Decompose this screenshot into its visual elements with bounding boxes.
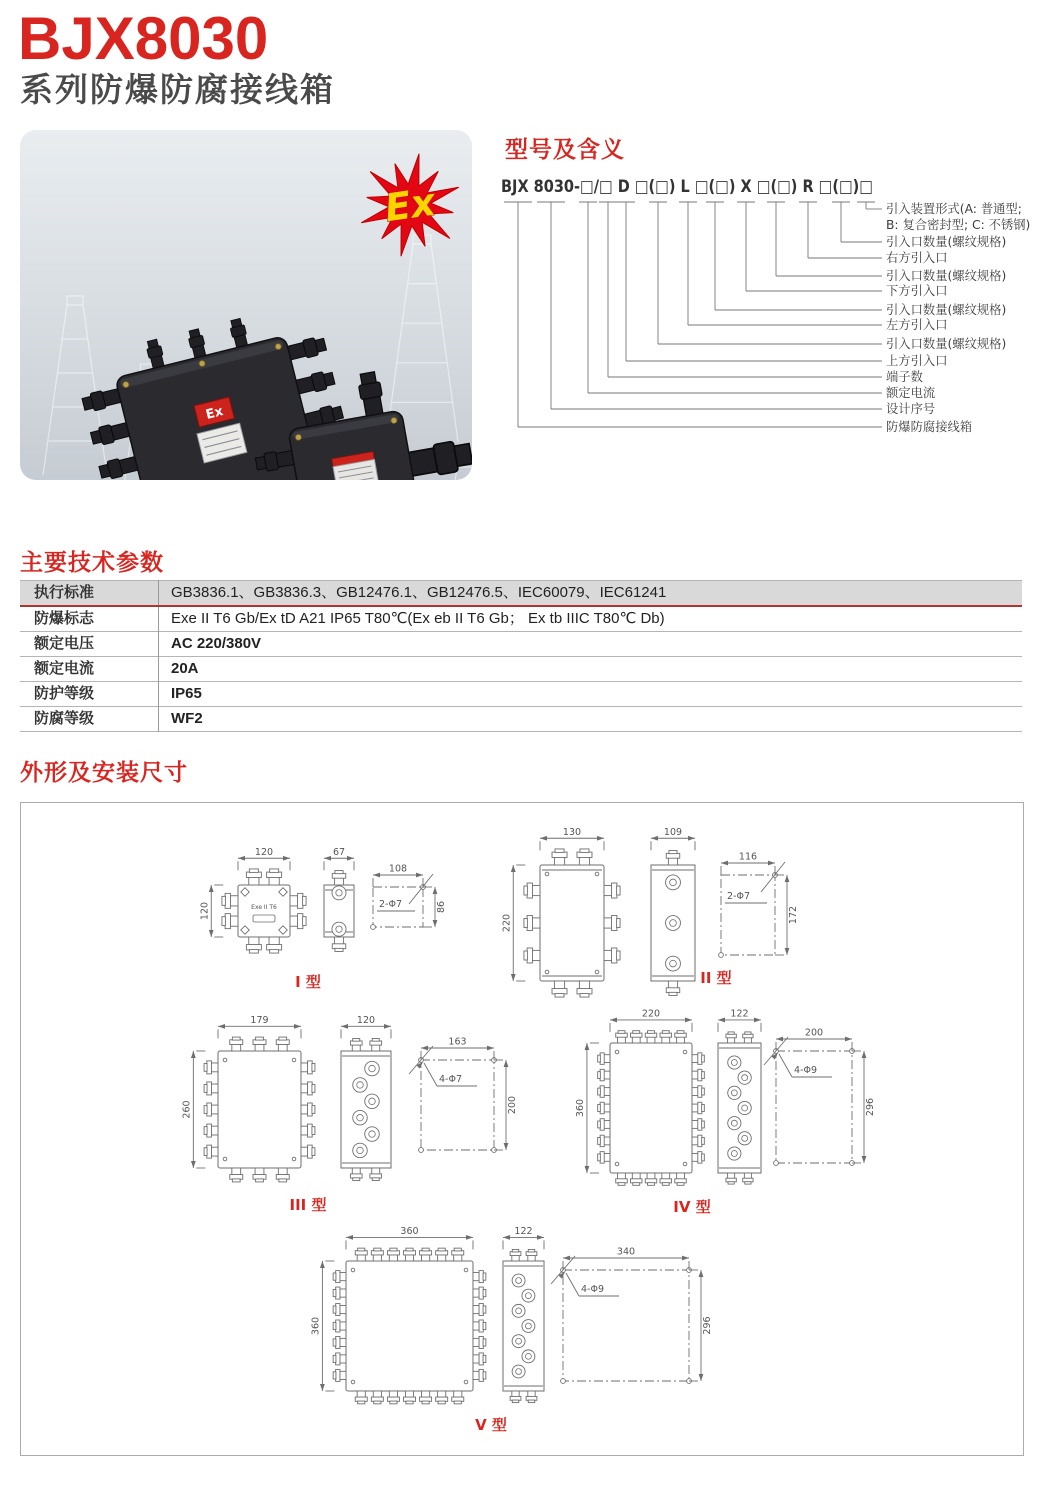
- dim-arrow: [421, 1046, 428, 1051]
- cable-gland: [246, 937, 261, 953]
- dim-label: 2-Φ7: [727, 891, 750, 902]
- cable-gland: [301, 1103, 315, 1116]
- cable-gland: [420, 1248, 432, 1261]
- cable-gland: [692, 1053, 704, 1065]
- param-label: 防爆标志: [20, 606, 159, 632]
- cable-gland: [726, 1173, 736, 1184]
- dim-arrow: [504, 1143, 509, 1150]
- cable-gland: [630, 1031, 642, 1043]
- gland-hole: [353, 1110, 367, 1124]
- cable-gland: [332, 937, 346, 951]
- gland-hole: [728, 1147, 741, 1160]
- cable-gland: [675, 1031, 687, 1043]
- param-label: 额定电流: [20, 657, 159, 682]
- dim-arrow: [785, 875, 790, 882]
- dim-label: 120: [254, 846, 274, 858]
- dim-arrow: [324, 856, 331, 861]
- cable-gland: [604, 883, 620, 898]
- mount-hole: [719, 953, 724, 958]
- dim-arrow: [585, 1166, 590, 1173]
- mount-hole: [774, 1161, 779, 1166]
- gland-hole: [365, 1127, 379, 1141]
- cable-gland: [692, 1119, 704, 1131]
- cable-gland: [230, 1168, 243, 1182]
- dim-arrow: [721, 861, 728, 866]
- dim-arrow: [785, 948, 790, 955]
- gland-hole: [512, 1335, 525, 1348]
- ex-badge-text: Ex: [381, 179, 439, 231]
- dims-section-heading: 外形及安装尺寸: [20, 759, 188, 785]
- cable-gland: [510, 1391, 521, 1403]
- cable-gland: [598, 1069, 610, 1081]
- cable-gland: [473, 1336, 486, 1348]
- cable-gland: [604, 948, 620, 963]
- cable-gland: [452, 1391, 464, 1404]
- param-value: Exe II T6 Gb/Ex tD A21 IP65 T80℃(Ex eb II T6 Gb； Ex tb IIIC T80℃ Db): [171, 610, 665, 627]
- cable-gland: [510, 1249, 521, 1261]
- dim-arrow: [776, 1037, 783, 1042]
- cable-gland: [692, 1086, 704, 1098]
- dim-label: 130: [562, 826, 582, 838]
- dim-arrow: [862, 1051, 867, 1058]
- cable-gland: [301, 1124, 315, 1137]
- dim-arrow: [651, 836, 658, 841]
- gland-hole: [365, 1094, 379, 1108]
- dim-label: 108: [388, 863, 408, 875]
- gland-hole: [332, 922, 346, 936]
- param-label: 防护等级: [20, 682, 159, 707]
- dim-label: 172: [788, 905, 799, 925]
- cable-gland: [333, 1287, 346, 1299]
- dim-label: 2-Φ7: [379, 899, 402, 910]
- cable-gland: [420, 1391, 432, 1404]
- cable-gland: [692, 1102, 704, 1114]
- dim-arrow: [537, 1235, 544, 1240]
- ex-plate-label: Ex: [204, 404, 225, 423]
- cable-gland: [290, 893, 306, 908]
- type-label: IV 型: [673, 1198, 711, 1216]
- cable-gland: [692, 1069, 704, 1081]
- gland-hole: [666, 916, 681, 931]
- dim-label: 296: [702, 1316, 713, 1335]
- dim-label: 122: [730, 1008, 749, 1020]
- gland-hole: [666, 956, 681, 971]
- type-drawing: [501, 827, 799, 997]
- cable-gland: [552, 981, 567, 997]
- cable-gland: [660, 1173, 672, 1185]
- param-row: [20, 581, 1022, 607]
- cable-gland: [332, 871, 346, 885]
- cable-gland: [333, 1271, 346, 1283]
- cable-gland: [222, 914, 238, 929]
- gland-hole: [365, 1061, 379, 1075]
- cable-gland: [473, 1271, 486, 1283]
- cable-gland: [276, 1168, 289, 1182]
- cable-gland: [222, 893, 238, 908]
- cable-gland: [267, 869, 282, 885]
- front-view: [610, 1043, 692, 1173]
- cable-gland: [524, 916, 540, 931]
- dim-arrow: [685, 1018, 692, 1023]
- dim-arrow: [347, 856, 354, 861]
- dim-label: Exe II T6: [251, 904, 277, 911]
- cable-gland: [333, 1336, 346, 1348]
- gland-hole: [353, 1078, 367, 1092]
- cable-gland: [473, 1369, 486, 1381]
- cable-gland: [355, 1391, 367, 1404]
- model-label: 端子数: [886, 370, 923, 384]
- cable-gland: [204, 1061, 218, 1074]
- cable-gland: [350, 1168, 362, 1181]
- cable-gland: [473, 1320, 486, 1332]
- cable-gland: [726, 1032, 736, 1043]
- cable-gland: [350, 1038, 362, 1051]
- dim-arrow: [218, 1024, 225, 1029]
- dim-arrow: [433, 920, 438, 927]
- param-row: [20, 606, 1022, 632]
- dim-arrow: [610, 1018, 617, 1023]
- gland-hole: [512, 1274, 525, 1287]
- cable-gland: [616, 1173, 628, 1185]
- cable-gland: [204, 1103, 218, 1116]
- cable-gland: [598, 1135, 610, 1147]
- dim-label: 163: [448, 1036, 467, 1048]
- gland-hole: [728, 1117, 741, 1130]
- cable-gland: [246, 869, 261, 885]
- page-subtitle: 系列防爆防腐接线箱: [20, 71, 335, 108]
- dim-arrow: [346, 1235, 353, 1240]
- cable-gland: [452, 1248, 464, 1261]
- model-label: 下方引入口: [886, 284, 948, 298]
- cable-gland: [743, 1032, 753, 1043]
- cable-gland: [387, 1248, 399, 1261]
- dim-arrow: [283, 856, 290, 861]
- dim-arrow: [191, 1051, 196, 1058]
- cable-gland: [577, 981, 592, 997]
- gland-hole: [522, 1289, 535, 1302]
- dim-arrow: [238, 856, 245, 861]
- cable-gland: [630, 1173, 642, 1185]
- dim-arrow: [688, 836, 695, 841]
- dim-label: 120: [356, 1014, 376, 1026]
- gland-hole: [738, 1071, 751, 1084]
- dim-label: 67: [332, 846, 346, 858]
- dim-label: 4-Φ9: [581, 1284, 604, 1295]
- gland-hole: [728, 1056, 741, 1069]
- param-value: GB3836.1、GB3836.3、GB12476.1、GB12476.5、IEC60079、IEC61241: [171, 584, 667, 601]
- param-label: 额定电压: [20, 632, 159, 657]
- cable-gland: [526, 1391, 537, 1403]
- dim-arrow: [845, 1037, 852, 1042]
- model-label: 引入装置形式(A: 普通型;: [886, 202, 1022, 216]
- cable-gland: [524, 948, 540, 963]
- gland-hole: [738, 1101, 751, 1114]
- dim-arrow: [540, 836, 547, 841]
- cable-gland: [473, 1287, 486, 1299]
- cable-gland: [301, 1082, 315, 1095]
- cable-gland: [660, 1031, 672, 1043]
- dim-arrow: [768, 861, 775, 866]
- model-label: 引入口数量(螺纹规格): [886, 269, 1007, 283]
- param-row: [20, 632, 1022, 657]
- cable-gland: [666, 981, 680, 995]
- cable-gland: [371, 1248, 383, 1261]
- cable-gland: [267, 937, 282, 953]
- dim-label: 200: [507, 1095, 518, 1115]
- param-value: WF2: [171, 710, 203, 727]
- cable-gland: [598, 1119, 610, 1131]
- dim-label: 360: [310, 1316, 322, 1336]
- dim-arrow: [718, 1018, 725, 1023]
- cable-gland: [333, 1320, 346, 1332]
- dim-label: 120: [199, 901, 211, 921]
- dim-arrow: [373, 873, 380, 878]
- model-label: 左方引入口: [886, 318, 948, 332]
- front-view: [238, 885, 290, 937]
- dim-label: 260: [181, 1100, 193, 1119]
- dim-label: 220: [641, 1008, 661, 1020]
- gland-hole: [522, 1320, 535, 1333]
- param-value: IP65: [171, 685, 202, 702]
- dim-arrow: [563, 1256, 570, 1261]
- gland-hole: [332, 886, 346, 900]
- type-drawing: [181, 1015, 518, 1214]
- model-label: 引入口数量(螺纹规格): [886, 235, 1007, 249]
- cable-gland: [253, 1168, 266, 1182]
- dim-line: [424, 1063, 437, 1086]
- cable-gland: [370, 1038, 382, 1051]
- dim-label: 116: [738, 851, 758, 863]
- cable-gland: [743, 1173, 753, 1184]
- cable-gland: [692, 1152, 704, 1164]
- cable-gland: [598, 1152, 610, 1164]
- dim-arrow: [585, 1043, 590, 1050]
- cable-gland: [526, 1249, 537, 1261]
- model-label-cont: B: 复合密封型; C: 不锈钢): [886, 218, 1031, 232]
- cable-gland: [333, 1369, 346, 1381]
- cable-gland: [675, 1173, 687, 1185]
- cable-gland: [333, 1353, 346, 1365]
- cable-gland: [692, 1135, 704, 1147]
- cable-gland: [436, 1391, 448, 1404]
- dim-arrow: [699, 1270, 704, 1277]
- cable-gland: [253, 1037, 266, 1051]
- dim-arrow: [487, 1046, 494, 1051]
- dim-line: [566, 1273, 579, 1296]
- dim-arrow: [466, 1235, 473, 1240]
- type-label: III 型: [289, 1196, 327, 1214]
- dim-label: 122: [514, 1225, 533, 1237]
- dim-line: [779, 1054, 792, 1077]
- model-label: 引入口数量(螺纹规格): [886, 337, 1007, 351]
- dimension-drawings-canvas: [21, 803, 1023, 1455]
- front-view: [540, 865, 604, 981]
- product-photo: [20, 130, 472, 480]
- type-label: II 型: [700, 969, 732, 987]
- dim-arrow: [416, 873, 423, 878]
- dim-arrow: [503, 1235, 510, 1240]
- cable-gland: [333, 1304, 346, 1316]
- dim-arrow: [191, 1161, 196, 1168]
- cable-gland: [616, 1031, 628, 1043]
- dim-arrow: [209, 885, 214, 892]
- cable-gland: [230, 1037, 243, 1051]
- type-label: I 型: [295, 973, 321, 991]
- cable-gland: [436, 1248, 448, 1261]
- param-label: 执行标准: [20, 581, 159, 607]
- model-section-heading: 型号及含义: [505, 136, 625, 162]
- cable-gland: [301, 1061, 315, 1074]
- param-label: 防腐等级: [20, 707, 159, 732]
- cable-gland: [370, 1168, 382, 1181]
- mount-pattern: [721, 875, 775, 955]
- cable-gland: [645, 1031, 657, 1043]
- cable-gland: [204, 1124, 218, 1137]
- dim-label: 4-Φ9: [794, 1065, 817, 1076]
- cable-gland: [404, 1391, 416, 1404]
- cable-gland: [552, 849, 567, 865]
- dim-label: 220: [501, 913, 513, 933]
- dimension-drawings-box: [20, 802, 1024, 1456]
- dim-label: 4-Φ7: [439, 1074, 462, 1085]
- dim-line: [761, 862, 785, 892]
- model-label: 额定电流: [886, 386, 936, 400]
- type-drawing: [199, 847, 447, 991]
- dim-arrow: [384, 1024, 391, 1029]
- model-label: 上方引入口: [886, 354, 948, 368]
- cable-gland: [666, 851, 680, 865]
- dim-label: 86: [436, 900, 447, 914]
- front-view: [218, 1051, 301, 1168]
- cable-gland: [371, 1391, 383, 1404]
- dim-label: 109: [663, 826, 683, 838]
- model-code-diagram: [498, 166, 1040, 458]
- dim-arrow: [433, 887, 438, 894]
- model-label: 右方引入口: [886, 251, 948, 265]
- cable-gland: [473, 1353, 486, 1365]
- dim-arrow: [341, 1024, 348, 1029]
- cable-gland: [276, 1037, 289, 1051]
- dim-label: 296: [865, 1097, 876, 1117]
- mount-hole: [561, 1379, 566, 1384]
- model-label: 引入口数量(螺纹规格): [886, 303, 1007, 317]
- cable-gland: [387, 1391, 399, 1404]
- model-string: BJX 8030-□/□ D □(□) L □(□) X □(□) R □(□)□: [501, 177, 873, 197]
- cable-gland: [598, 1053, 610, 1065]
- cable-gland: [204, 1145, 218, 1158]
- cable-gland: [204, 1082, 218, 1095]
- cable-gland: [645, 1173, 657, 1185]
- gland-hole: [522, 1350, 535, 1363]
- gland-hole: [728, 1086, 741, 1099]
- dim-line: [409, 874, 433, 904]
- param-row: [20, 657, 1022, 682]
- param-row: [20, 707, 1022, 732]
- model-label: 设计序号: [886, 402, 936, 416]
- dim-arrow: [511, 974, 516, 981]
- gland-hole: [512, 1304, 525, 1317]
- gland-hole: [666, 875, 681, 890]
- params-section-heading: 主要技术参数: [20, 549, 164, 575]
- model-label: 防爆防腐接线箱: [886, 420, 973, 434]
- page-title: BJX8030: [18, 5, 269, 72]
- dim-label: 360: [400, 1225, 419, 1237]
- param-row: [20, 682, 1022, 707]
- dim-arrow: [320, 1261, 325, 1268]
- dim-arrow: [754, 1018, 761, 1023]
- mount-hole: [371, 925, 376, 930]
- param-value: AC 220/380V: [171, 635, 262, 652]
- cable-gland: [355, 1248, 367, 1261]
- param-value: 20A: [171, 660, 199, 677]
- dim-arrow: [682, 1256, 689, 1261]
- dim-arrow: [862, 1156, 867, 1163]
- type-label: V 型: [475, 1416, 507, 1434]
- dim-arrow: [511, 865, 516, 872]
- dim-arrow: [504, 1060, 509, 1067]
- cable-gland: [524, 883, 540, 898]
- cable-gland: [301, 1145, 315, 1158]
- dim-arrow: [294, 1024, 301, 1029]
- gland-hole: [512, 1365, 525, 1378]
- cable-gland: [290, 914, 306, 929]
- product-photo-canvas: [20, 130, 472, 480]
- dim-label: 200: [804, 1027, 824, 1039]
- dim-label: 340: [616, 1246, 636, 1258]
- type-drawing: [575, 1008, 876, 1216]
- dim-label: 179: [250, 1014, 269, 1026]
- cable-gland: [598, 1102, 610, 1114]
- cable-gland: [598, 1086, 610, 1098]
- front-view: [346, 1261, 473, 1391]
- cable-gland: [577, 849, 592, 865]
- gland-hole: [738, 1132, 751, 1145]
- cable-gland: [473, 1304, 486, 1316]
- params-table: [20, 580, 1022, 732]
- dim-arrow: [209, 930, 214, 937]
- cable-gland: [604, 916, 620, 931]
- cable-gland: [404, 1248, 416, 1261]
- dim-label: 360: [574, 1098, 586, 1118]
- dim-arrow: [699, 1374, 704, 1381]
- mount-hole: [419, 1148, 424, 1153]
- dim-arrow: [320, 1384, 325, 1391]
- type-drawing: [310, 1226, 713, 1434]
- gland-hole: [353, 1143, 367, 1157]
- dim-arrow: [597, 836, 604, 841]
